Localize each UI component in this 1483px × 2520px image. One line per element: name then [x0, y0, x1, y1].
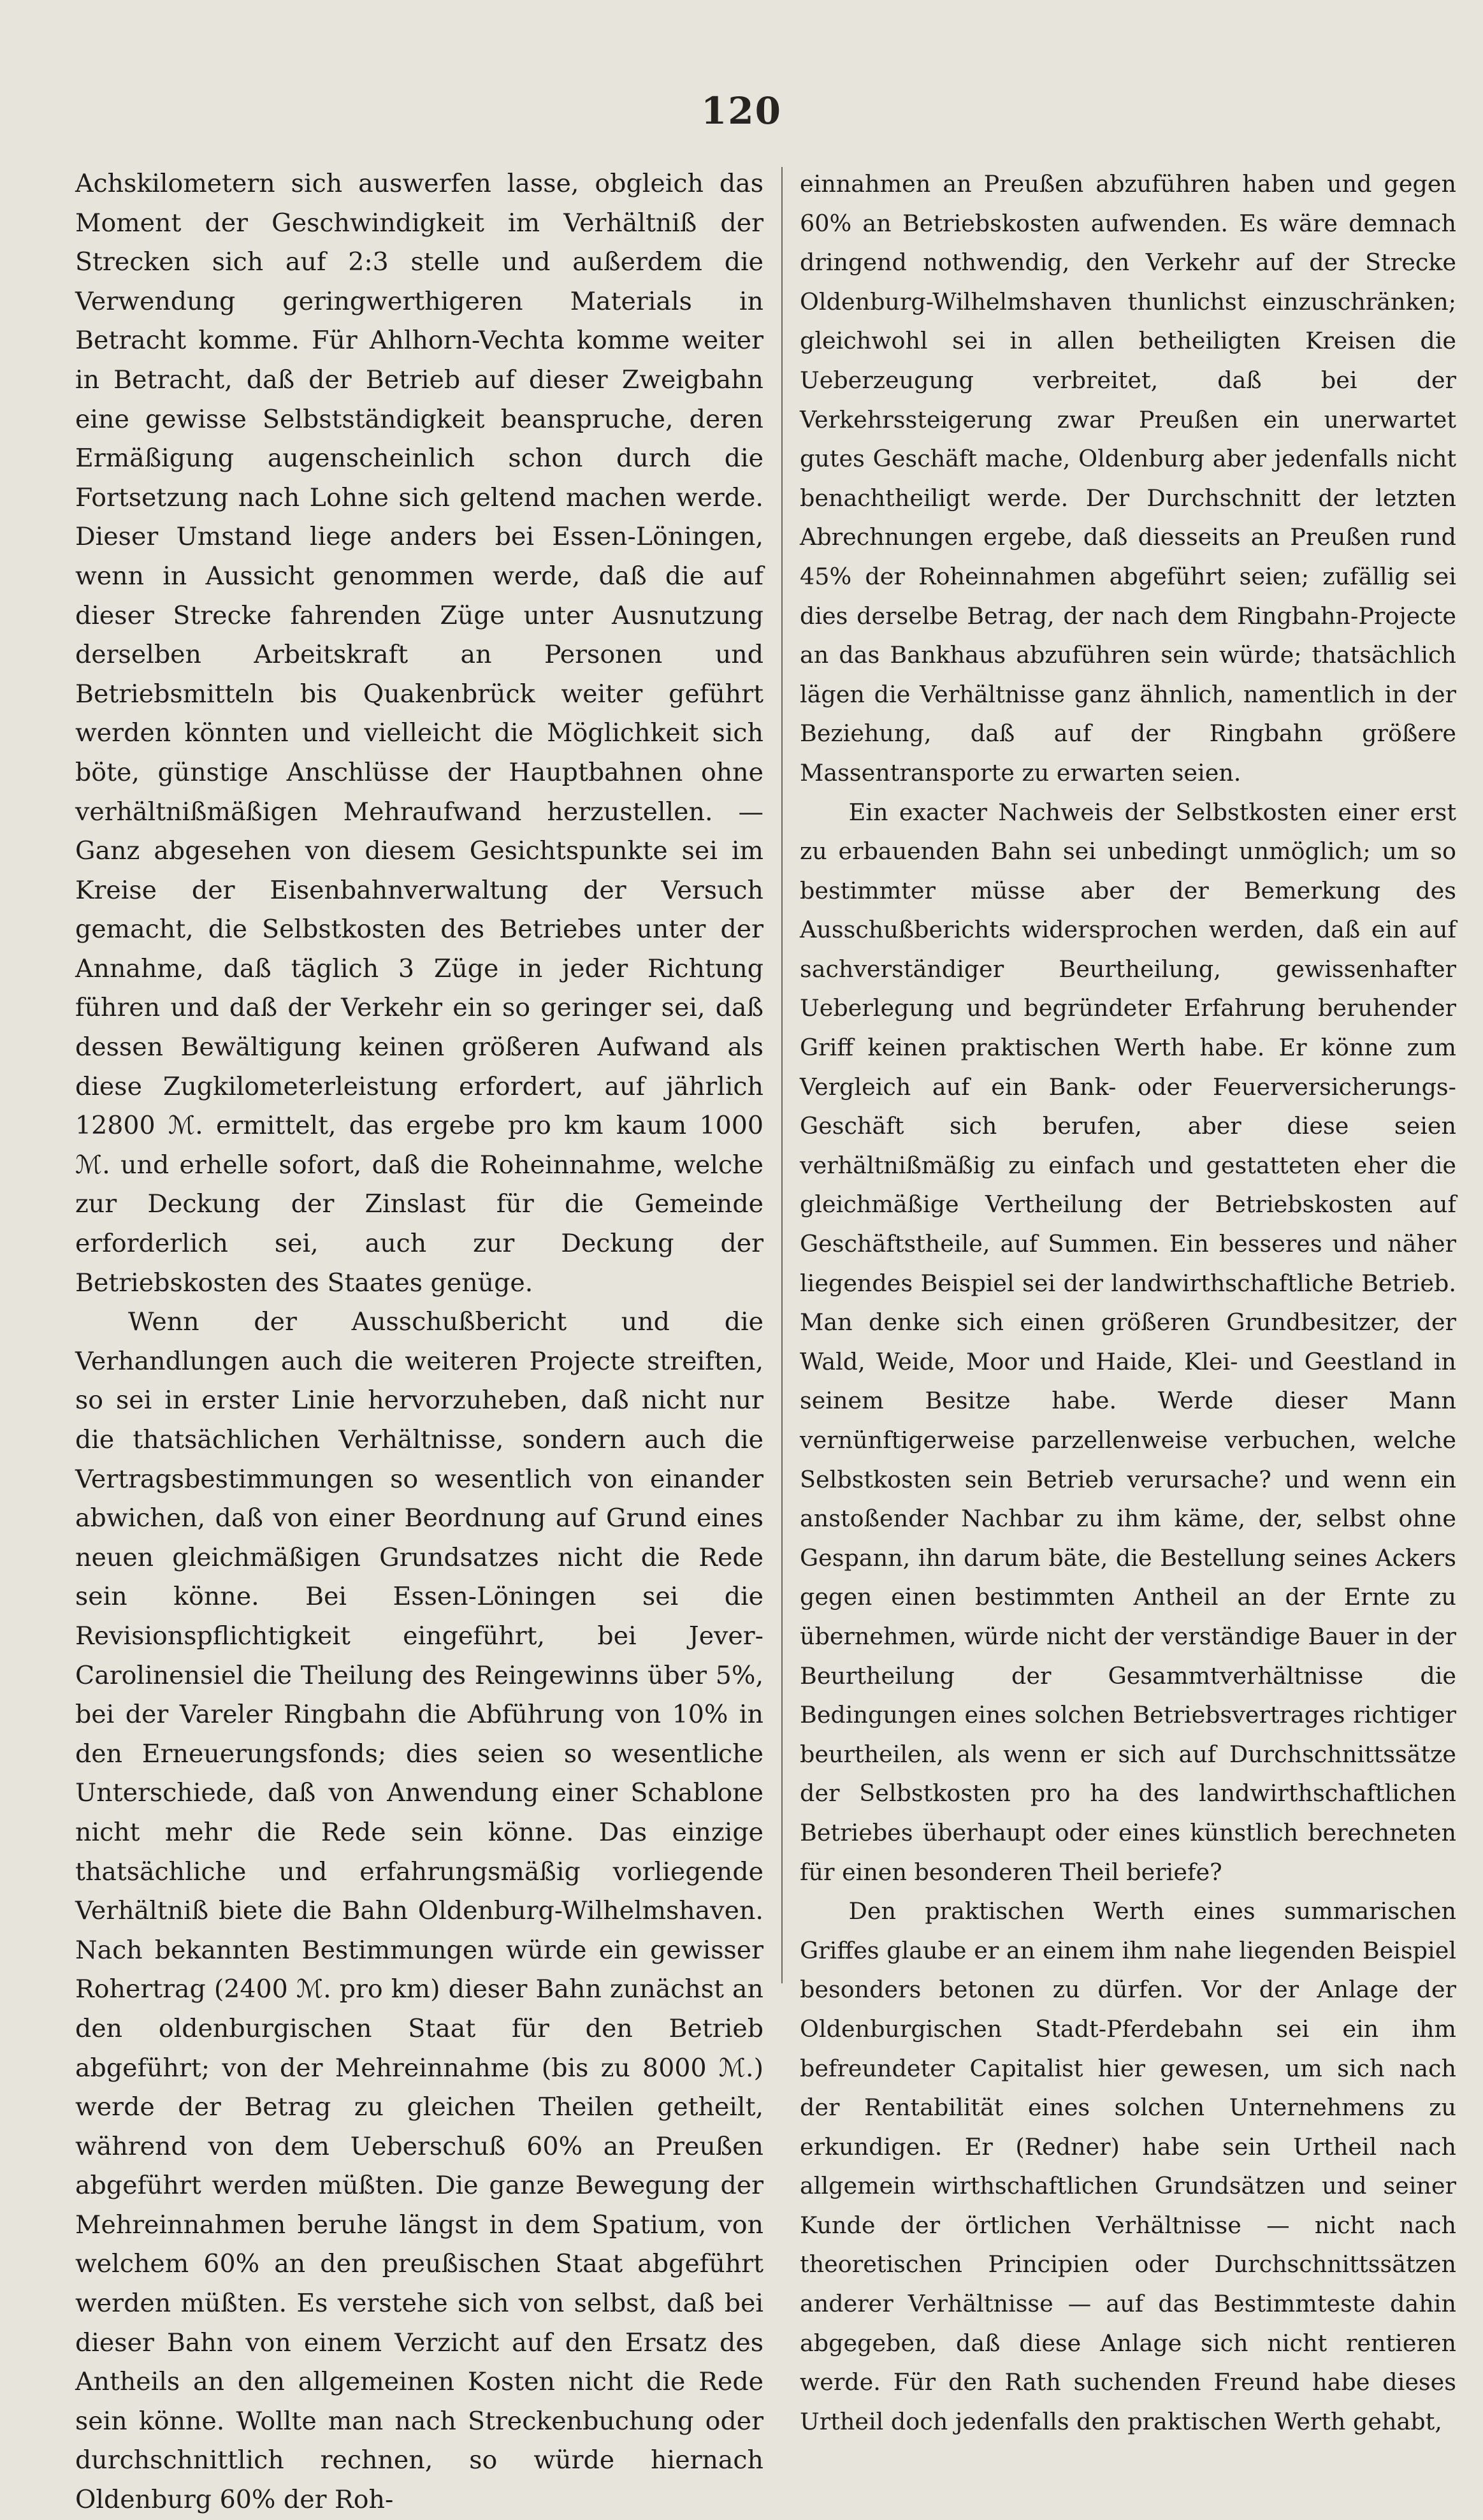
paragraph: Den praktischen Werth eines summarischen Griffes glaube er an einem ihm nahe liegenden Beispiel besonders betonen zu dürfen. Vor der Anlage der Oldenburgischen Stadt-Pferdebahn sei ein ihm befreundeter Capitalist hier gewesen, um sich nach der Rentabilität eines solchen Unternehmens zu erkundigen. Er (Redner) habe sein Urtheil nach allgemein wirthschaftlichen Grundsätzen und seiner Kunde der örtlichen Verhältnisse — nicht nach theoretischen Principien oder Durchschnittssätzen anderer Verhältnisse — auf das Bestimmteste dahin abgegeben, daß diese Anlage sich nicht rentieren werde. Für den Rath suchenden Freund habe dieses Urtheil doch jedenfalls den praktischen Werth gehabt, — [800, 1897, 1456, 2435]
paragraph: Achskilometern sich auswerfen lasse, obgleich das Moment der Geschwindigkeit im Verhältniß der Strecken sich auf 2:3 stelle und außerdem die Verwendung geringwerthigeren Materials in Betracht komme. Für Ahlhorn-Vechta komme weiter in Betracht, daß der Betrieb auf dieser Zweigbahn eine gewisse Selbstständigkeit beanspruche, deren Ermäßigung augenscheinlich schon durch die Fortsetzung nach Lohne sich geltend machen werde. Dieser Umstand liege anders bei Essen-Löningen, wenn in Aussicht genommen werde, daß die auf dieser Strecke fahrenden Züge unter Ausnutzung derselben Arbeitskraft an Personen und Betriebsmitteln bis Quakenbrück weiter geführt werden könnten und vielleicht die Möglichkeit sich böte, günstige Anschlüsse der Hauptbahnen ohne verhältnißmäßigen Mehraufwand herzustellen. — Ganz abgesehen von diesem Gesichtspunkte sei im Kreise der Eisenbahnverwaltung der Versuch gemacht, die Selbstkosten des Betriebes unter der Annahme, daß täglich 3 Züge in jeder Richtung führen und daß der Verkehr ein so geringer sei, daß dessen Bewältigung keinen größeren Aufwand als diese Zugkilometerleistung erfordert, auf jährlich 12800 ℳ. ermittelt, das ergebe pro km kaum 1000 ℳ. und erhelle sofort, daß die Roheinnahme, welche zur Deckung der Zinslast für die Gemeinde erforderlich sei, auch zur Deckung der Betriebskosten des Staates genüge. — [75, 169, 763, 1298]
paragraph: Wenn der Ausschußbericht und die Verhandlungen auch die weiteren Projecte streiften, so sei in erster Linie hervorzuheben, daß nicht nur die thatsächlichen Verhältnisse, sondern auch die Vertragsbestimmungen so wesentlich von einander abwichen, daß von einer Beordnung auf Grund eines neuen gleichmäßigen Grundsatzes nicht die Rede sein könne. Bei Essen-Löningen sei die Revisionspflichtigkeit eingeführt, bei Jever-Carolinensiel die Theilung des Reingewinns über 5%, bei der Vareler Ringbahn die Abführung von 10% in den Erneuerungsfonds; dies seien so wesentliche Unterschiede, daß von Anwendung einer Schablone nicht mehr die Rede sein könne. Das einzige thatsächliche und erfahrungsmäßig vorliegende Verhältniß biete die Bahn Oldenburg-Wilhelmshaven. Nach bekannten Bestimmungen würde ein gewisser Rohertrag (2400 ℳ. pro km) dieser Bahn zunächst an den oldenburgischen Staat für den Betrieb abgeführt; von der Mehreinnahme (bis zu 8000 ℳ.) werde der Betrag zu gleichen Theilen getheilt, während von dem Ueberschuß 60% an Preußen abgeführt werden müßten. Die ganze Bewegung der Mehreinnahmen beruhe längst in dem Spatium, von welchem 60% an den preußischen Staat abgeführt werden müßten. Es verstehe sich von selbst, daß bei dieser Bahn von einem Verzicht auf den Ersatz des Antheils an den allgemeinen Kosten nicht die Rede sein könne. Wollte man nach Streckenbuchung oder durchschnittlich rechnen, so würde hiernach Oldenburg 60% der Roh- — [75, 1307, 763, 2515]
paragraph: einnahmen an Preußen abzuführen haben und gegen 60% an Betriebskosten aufwenden. Es wäre demnach dringend nothwendig, den Verkehr auf der Strecke Oldenburg-Wilhelmshaven thunlichst einzuschränken; gleichwohl sei in allen betheiligten Kreisen die Ueberzeugung verbreitet, daß bei der Verkehrssteigerung zwar Preußen ein unerwartet gutes Geschäft mache, Oldenburg aber jedenfalls nicht benachtheiligt werde. Der Durchschnitt der letzten Abrechnungen ergebe, daß diesseits an Preußen rund 45% der Roheinnahmen abgeführt seien; zufällig sei dies derselbe Betrag, der nach dem Ringbahn-Projecte an das Bankhaus abzuführen sein würde; thatsächlich lägen die Verhältnisse ganz ähnlich, namentlich in der Beziehung, daß auf der Ringbahn größere Massentransporte zu erwarten seien. — [800, 170, 1456, 786]
left-column — [75, 164, 763, 2515]
page-number: 120 — [700, 89, 783, 133]
right-column — [800, 164, 1456, 2435]
column-divider — [781, 167, 783, 1983]
paragraph: Ein exacter Nachweis der Selbstkosten einer erst zu erbauenden Bahn sei unbedingt unmöglich; um so bestimmter müsse aber der Bemerkung des Ausschußberichts widersprochen werden, daß ein auf sachverständiger Beurtheilung, gewissenhafter Ueberlegung und begründeter Erfahrung beruhender Griff keinen praktischen Werth habe. Er könne zum Vergleich auf ein Bank- oder Feuerversicherungs-Geschäft sich berufen, aber diese seien verhältnißmäßig zu einfach und gestatteten eher die gleichmäßige Vertheilung der Betriebskosten auf Geschäftstheile, auf Summen. Ein besseres und näher liegendes Beispiel sei der landwirthschaftliche Betrieb. Man denke sich einen größeren Grundbesitzer, der Wald, Weide, Moor und Haide, Klei- und Geestland in seinem Besitze habe. Werde dieser Mann vernünftigerweise parzellenweise verbuchen, welche Selbstkosten sein Betrieb verursache? und wenn ein anstoßender Nachbar zu ihm käme, der, selbst ohne Gespann, ihn darum bäte, die Bestellung seines Ackers gegen einen bestimmten Antheil an der Ernte zu übernehmen, würde nicht der verständige Bauer in der Beurtheilung der Gesammtverhältnisse die Bedingungen eines solchen Betriebsvertrages richtiger beurtheilen, als wenn er sich auf Durchschnittssätze der Selbstkosten pro ha des landwirthschaftlichen Betriebes überhaupt oder eines künstlich berechneten für einen besonderen Theil beriefe? — [800, 798, 1456, 1886]
